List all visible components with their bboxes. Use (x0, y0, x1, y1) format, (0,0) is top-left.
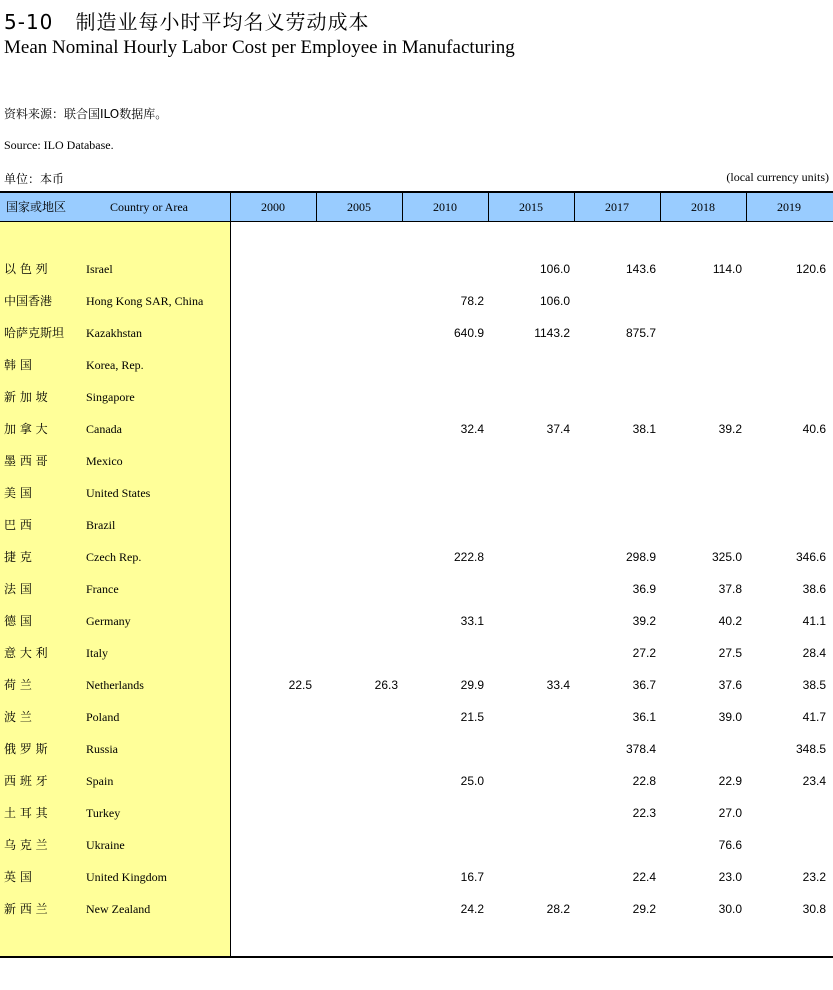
country-name-en: Israel (86, 262, 113, 276)
table-row (0, 803, 833, 823)
country-name-cn: 新 加 坡 (4, 390, 48, 404)
country-name-en: United States (86, 486, 151, 500)
header-year: 2000 (261, 200, 285, 214)
value-cell: 27.5 (718, 646, 742, 660)
value-cell: 39.2 (632, 614, 656, 628)
country-name-en: Singapore (86, 390, 135, 404)
value-cell: 23.0 (718, 870, 742, 884)
country-name-cn: 意 大 利 (4, 646, 48, 660)
country-name-cn: 土 耳 其 (4, 806, 48, 820)
table-row (0, 259, 833, 279)
value-cell: 36.9 (632, 582, 656, 596)
table-row (0, 419, 833, 439)
value-cell: 22.3 (632, 806, 656, 820)
header-year: 2019 (777, 200, 801, 214)
value-cell: 114.0 (712, 262, 742, 276)
country-name-en: Turkey (86, 806, 121, 820)
value-cell: 41.7 (802, 710, 826, 724)
source-note-cn: 资料来源：联合国ILO数据库。 (4, 107, 168, 121)
country-name-cn: 德 国 (4, 614, 32, 628)
value-cell: 36.7 (632, 678, 656, 692)
header-year: 2018 (691, 200, 715, 214)
value-cell: 25.0 (460, 774, 484, 788)
value-cell: 26.3 (374, 678, 398, 692)
table-row (0, 835, 833, 855)
table-row (0, 387, 833, 407)
country-name-cn: 加 拿 大 (4, 422, 48, 436)
table-header-rule (0, 221, 833, 222)
value-cell: 39.2 (718, 422, 742, 436)
header-year: 2005 (347, 200, 371, 214)
value-cell: 22.5 (288, 678, 312, 692)
value-cell: 38.5 (802, 678, 826, 692)
value-cell: 27.2 (632, 646, 656, 660)
value-cell: 38.6 (802, 582, 826, 596)
value-cell: 325.0 (711, 550, 742, 564)
country-name-cn: 英 国 (4, 870, 32, 884)
value-cell: 37.8 (718, 582, 742, 596)
table-row (0, 899, 833, 919)
value-cell: 298.9 (625, 550, 656, 564)
value-cell: 16.7 (460, 870, 484, 884)
unit-label-cn: 单位：本币 (4, 172, 65, 186)
header-year: 2015 (519, 200, 543, 214)
country-name-en: Spain (86, 774, 114, 788)
country-name-cn: 以 色 列 (4, 262, 48, 276)
value-cell: 78.2 (460, 294, 484, 308)
table-row (0, 739, 833, 759)
header-year: 2017 (605, 200, 629, 214)
country-name-en: Canada (86, 422, 122, 436)
table-row (0, 451, 833, 471)
country-name-en: Ukraine (86, 838, 125, 852)
country-name-en: Hong Kong SAR, China (86, 294, 204, 308)
table-row (0, 707, 833, 727)
table-title-cn (4, 6, 369, 35)
value-cell: 640.9 (453, 326, 484, 340)
country-name-en: Netherlands (86, 678, 144, 692)
value-cell: 39.0 (718, 710, 742, 724)
value-cell: 29.9 (460, 678, 484, 692)
country-name-cn: 荷 兰 (4, 678, 32, 692)
value-cell: 28.4 (802, 646, 826, 660)
table-row (0, 771, 833, 791)
country-name-cn: 新 西 兰 (4, 902, 48, 916)
country-name-cn: 俄 罗 斯 (4, 742, 48, 756)
header-country-en: Country or Area (110, 200, 188, 214)
table-row (0, 323, 833, 343)
value-cell: 27.0 (718, 806, 742, 820)
country-name-en: Kazakhstan (86, 326, 142, 340)
table-row (0, 675, 833, 695)
value-cell: 30.0 (718, 902, 742, 916)
value-cell: 21.5 (460, 710, 484, 724)
country-name-cn: 巴 西 (4, 518, 32, 532)
value-cell: 41.1 (802, 614, 826, 628)
table-row (0, 867, 833, 887)
country-name-en: Brazil (86, 518, 116, 532)
value-cell: 40.2 (718, 614, 742, 628)
country-name-cn: 哈萨克斯坦 (4, 326, 65, 340)
value-cell: 222.8 (453, 550, 484, 564)
header-country-cn: 国家或地区 (6, 200, 67, 214)
value-cell: 23.4 (802, 774, 826, 788)
table-number: 5-10 (4, 10, 54, 34)
country-name-cn: 波 兰 (4, 710, 32, 724)
value-cell: 33.1 (460, 614, 484, 628)
table-row (0, 483, 833, 503)
value-cell: 37.4 (546, 422, 570, 436)
country-name-cn: 乌 克 兰 (4, 838, 48, 852)
value-cell: 40.6 (802, 422, 826, 436)
country-name-en: Poland (86, 710, 120, 724)
country-name-en: Italy (86, 646, 108, 660)
value-cell: 348.5 (795, 742, 826, 756)
country-name-cn: 法 国 (4, 582, 32, 596)
value-cell: 23.2 (802, 870, 826, 884)
value-cell: 106.0 (539, 262, 570, 276)
country-name-cn: 西 班 牙 (4, 774, 48, 788)
value-cell: 29.2 (632, 902, 656, 916)
table-title-en: Mean Nominal Hourly Labor Cost per Employee in Manufacturing (4, 37, 515, 58)
country-name-en: Korea, Rep. (86, 358, 144, 372)
country-name-cn: 捷 克 (4, 550, 32, 564)
value-cell: 120.6 (795, 262, 826, 276)
country-name-cn: 中国香港 (4, 294, 53, 308)
header-year: 2010 (433, 200, 457, 214)
value-cell: 32.4 (460, 422, 484, 436)
country-name-cn: 韩 国 (4, 358, 32, 372)
value-cell: 24.2 (460, 902, 484, 916)
value-cell: 22.9 (718, 774, 742, 788)
country-name-en: New Zealand (86, 902, 151, 916)
value-cell: 33.4 (546, 678, 570, 692)
table-row (0, 643, 833, 663)
value-cell: 1143.2 (534, 326, 570, 340)
country-name-en: Czech Rep. (86, 550, 142, 564)
table-row (0, 355, 833, 375)
table-row (0, 611, 833, 631)
table-row (0, 547, 833, 567)
country-name-cn: 墨 西 哥 (4, 454, 48, 468)
country-name-en: Russia (86, 742, 119, 756)
value-cell: 106.0 (539, 294, 570, 308)
value-cell: 28.2 (546, 902, 570, 916)
value-cell: 875.7 (625, 326, 656, 340)
value-cell: 76.6 (718, 838, 742, 852)
value-cell: 22.8 (632, 774, 656, 788)
table-title-cn-text: 制造业每小时平均名义劳动成本 (75, 10, 370, 34)
value-cell: 143.6 (625, 262, 656, 276)
table-row (0, 515, 833, 535)
source-note-en: Source: ILO Database. (4, 138, 114, 152)
table-bottom-rule (0, 956, 833, 958)
country-name-en: Germany (86, 614, 131, 628)
value-cell: 38.1 (632, 422, 656, 436)
value-cell: 30.8 (802, 902, 826, 916)
value-cell: 36.1 (632, 710, 656, 724)
table-row (0, 579, 833, 599)
value-cell: 378.4 (625, 742, 656, 756)
value-cell: 22.4 (632, 870, 656, 884)
country-name-en: France (86, 582, 119, 596)
unit-label-en: (local currency units) (726, 170, 829, 184)
data-table (0, 191, 833, 958)
value-cell: 37.6 (718, 678, 742, 692)
table-row (0, 291, 833, 311)
country-name-en: Mexico (86, 454, 123, 468)
country-name-cn: 美 国 (4, 486, 32, 500)
table-header (0, 193, 833, 221)
value-cell: 346.6 (795, 550, 826, 564)
country-name-en: United Kingdom (86, 870, 167, 884)
